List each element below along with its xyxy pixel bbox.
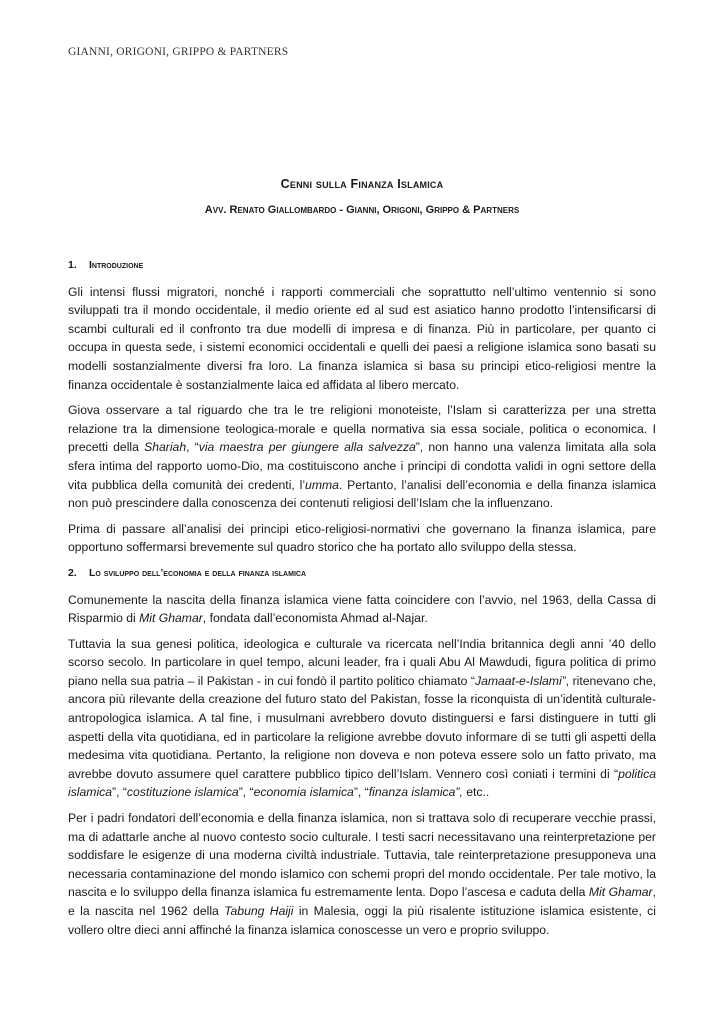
section-2-heading xyxy=(68,564,656,583)
firm-header: GIANNI, ORIGONI, GRIPPO & PARTNERS xyxy=(68,46,289,58)
paragraph: Prima di passare all’analisi dei principi etico-religiosi-normativi che governano la finanza islamica, pare opportuno soffermarsi brevemente sul quadro storico che ha portato allo sviluppo della stessa. xyxy=(68,521,656,555)
section-title: Introduzione xyxy=(89,259,144,271)
section-title: Lo sviluppo dell’economia e della finanza islamica xyxy=(89,566,306,579)
section-number: 1. xyxy=(68,259,77,271)
paragraph: Giova osservare a tal riguardo che tra le tre religioni monoteiste, l’Islam si caratterizza per una stretta relazione tra la dimensione teologica-morale e quella normativa sia essa sociale, politica o economica. I precetti della Shariah, “via maestra per giungere alla salvezza”, non hanno una valenza limitata alla sola sfera intima del rapporto uomo-Dio, ma costituiscono anche i principi di condotta validi in ogni settore della vita pubblica della comunità dei credenti, l’umma. Pertanto, l’analisi dell’economia e della finanza islamica non può prescindere dalla conoscenza dei contenuti religiosi dell’Islam che la influenzano. xyxy=(68,403,656,511)
paragraph: Gli intensi flussi migratori, nonché i rapporti commerciali che soprattutto nell’ultimo ventennio si sono sviluppati tra il mondo occidentale, il medio oriente ed al sud est asiatico hanno prodotto l’intensificarsi di scambi culturali ed il confronto tra due modelli di impresa e di finanza. Più in particolare, per quanto ci occupa in questa sede, i sistemi economici occidentali e quelli dei paesi a religione islamica sono basati su modelli sostanzialmente diversi fra loro. La finanza islamica si basa su principi etico-religiosi mentre la finanza occidentale è sostanzialmente laica ed affidata al libero mercato. xyxy=(68,284,656,392)
paragraph: Comunemente la nascita della finanza islamica viene fatta coincidere con l’avvio, nel 1963, della Cassa di Risparmio di Mit Ghamar, fondata dall’economista Ahmad al-Najar. xyxy=(68,592,656,626)
paragraph: Tuttavia la sua genesi politica, ideologica e culturale va ricercata nell’India britannica degli anni ’40 dello scorso secolo. In particolare in quel tempo, alcuni leader, fra i quali Abu Al Mawdudi, figura politica di primo piano nella sua patria – il Pakistan - in cui fondò il partito politico chiamato “Jamaat-e-Islami”, ritenevano che, ancora più rilevante della creazione del futuro stato del Pakistan, fosse la riconquista di un’identità culturale-antropologica islamica. A tal fine, i musulmani avrebbero dovuto distinguersi e farsi distinguere in tutti gli aspetti della vita quotidiana, ed in particolare la religione avrebbe dovuto informare di se tutti gli aspetti della medesima vita quotidiana. Pertanto, la religione non doveva e non poteva essere solo un fatto privato, ma avrebbe dovuto assumere quel carattere pubblico tipico dell’Islam. Vennero così coniati i termini di “politica islamica”, “costituzione islamica”, “economia islamica”, “finanza islamica”, etc.. xyxy=(68,636,657,800)
document-body xyxy=(68,256,656,946)
document-subtitle: Avv. Renato Giallombardo - Gianni, Origoni, Grippo & Partners xyxy=(204,204,520,216)
document-title: Cenni sulla Finanza Islamica xyxy=(280,177,444,191)
section-1-heading xyxy=(68,256,656,275)
paragraph: Per i padri fondatori dell’economia e della finanza islamica, non si trattava solo di recuperare vecchie prassi, ma di adattarle anche al nuovo contesto socio culturale. I testi sacri necessitavano una reinterpretazione per soddisfare le esigenze di una moderna civiltà industriale. Tuttavia, tale reinterpretazione presupponeva una necessaria contaminazione del mondo islamico con schemi propri del mondo occidentale. Per tale motivo, la nascita e lo sviluppo della finanza islamica fu estremamente lenta. Dopo l’ascesa e caduta della Mit Ghamar, e la nascita nel 1962 della Tabung Haiji in Malesia, oggi la più risalente istituzione islamica esistente, ci vollero oltre dieci anni affinché la finanza islamica conoscesse un vero e proprio sviluppo. xyxy=(68,811,656,937)
section-number: 2. xyxy=(68,566,77,579)
